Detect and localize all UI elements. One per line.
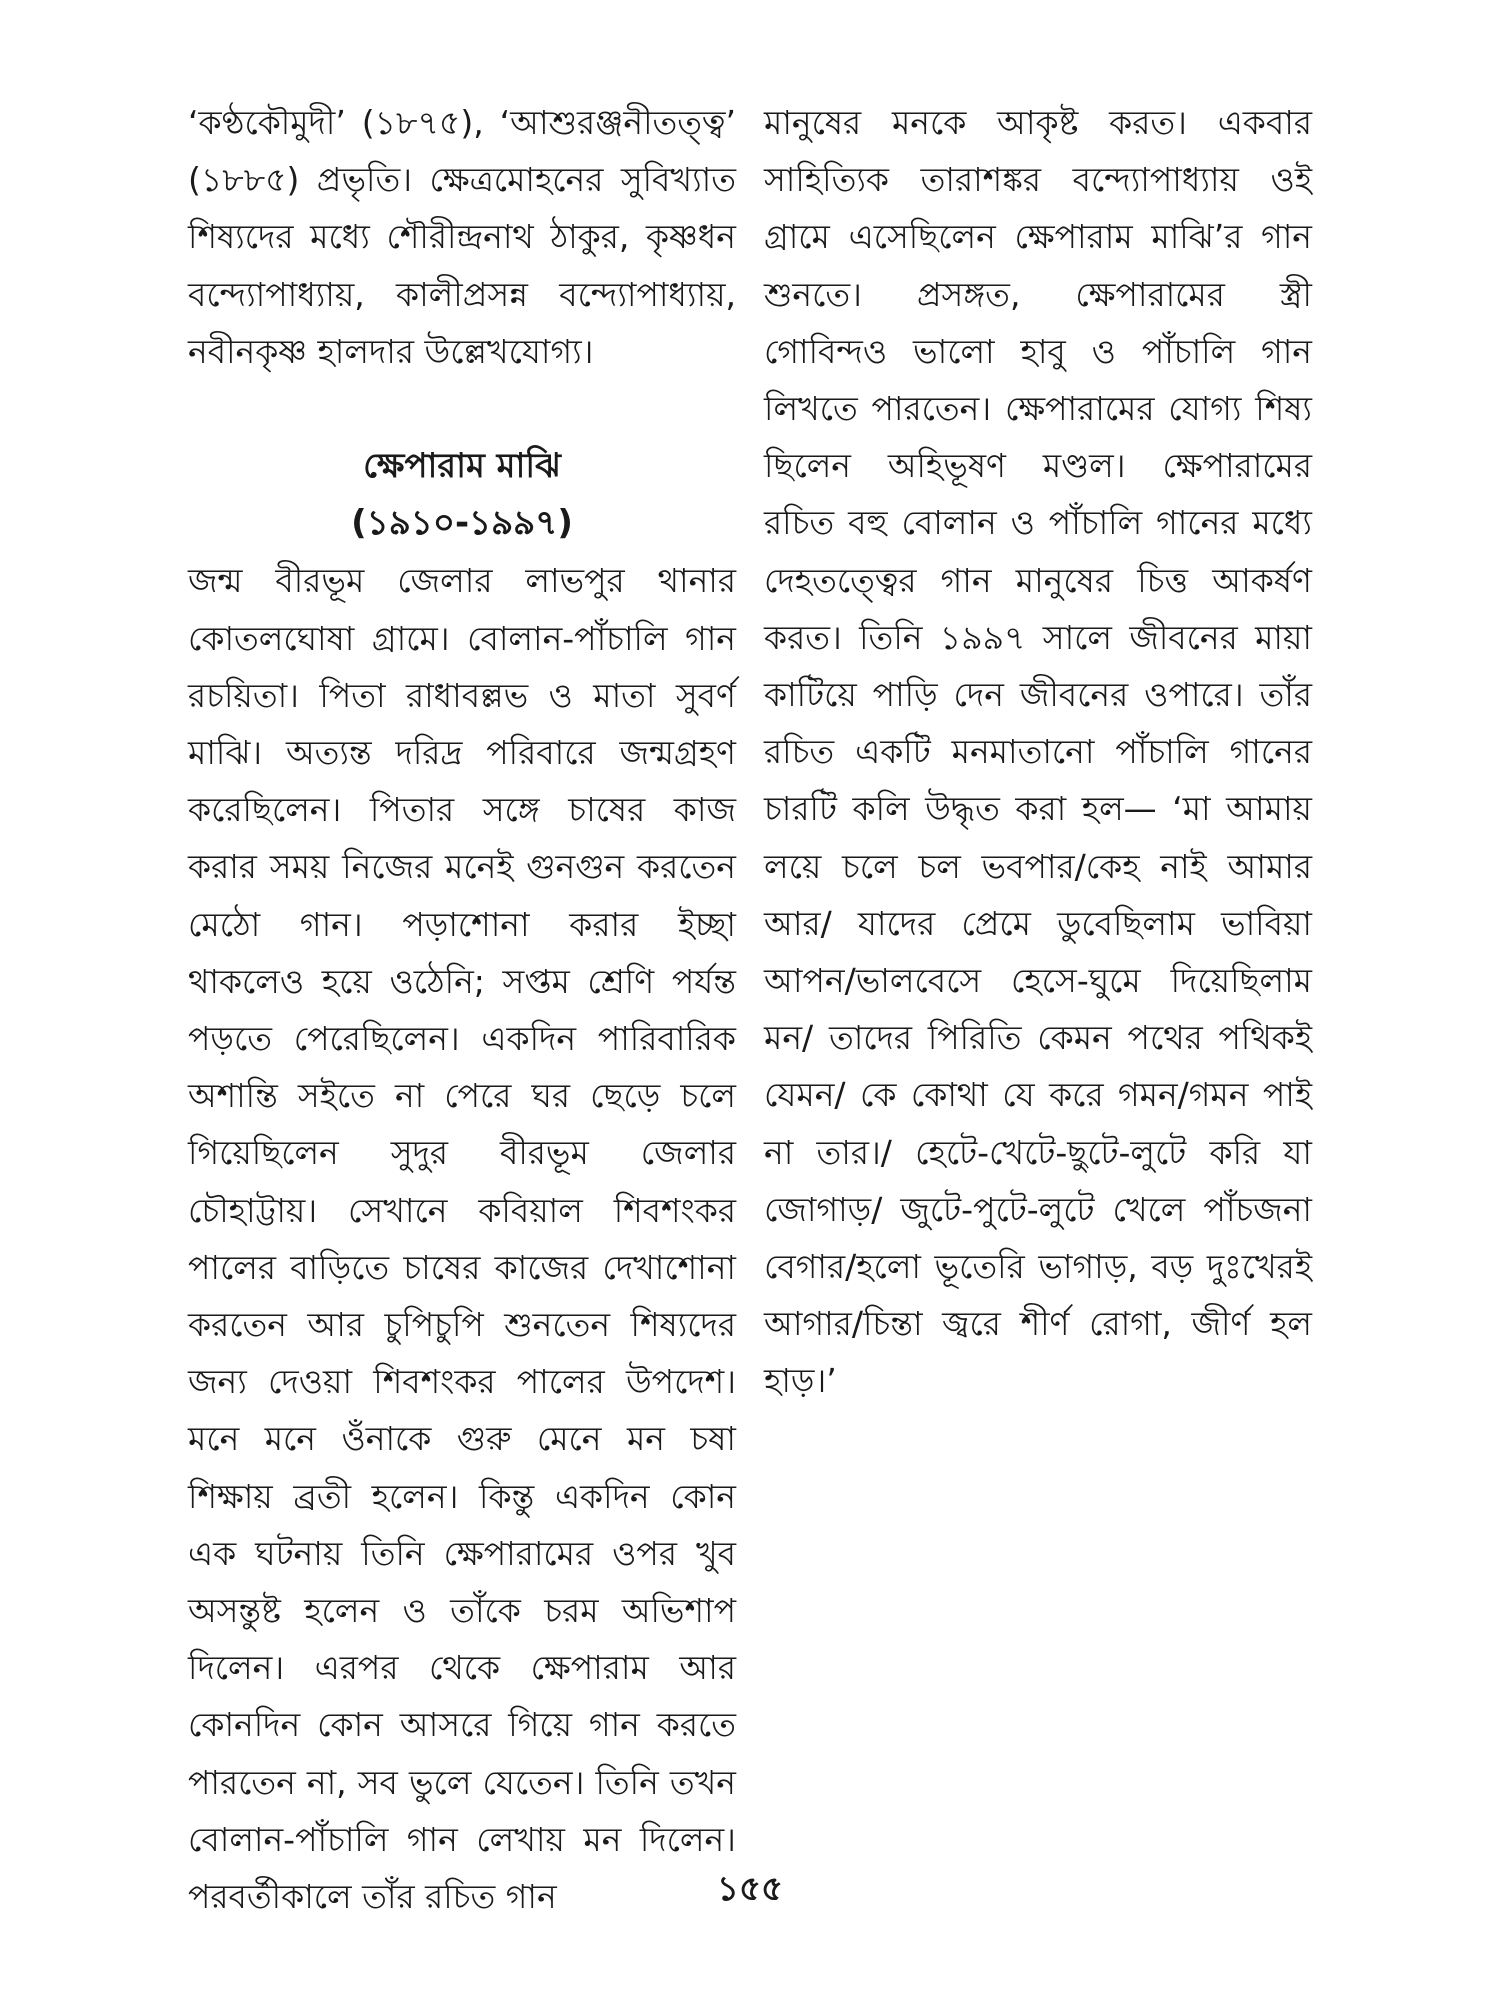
right-column bbox=[764, 94, 1312, 1410]
section-spacer bbox=[188, 380, 736, 438]
intro-paragraph: ‘কণ্ঠকৌমুদী’ (১৮৭৫), ‘আশুরঞ্জনীতত্ত্ব’ (১৮৮৫) প্রভৃতি। ক্ষেত্রমোহনের সুবিখ্যাত শিষ্যদের মধ্যে শৌরীন্দ্রনাথ ঠাকুর, কৃষ্ণধন বন্দ্যোপাধ্যায়, কালীপ্রসন্ন বন্দ্যোপাধ্যায়, নবীনকৃষ্ণ হালদার উল্লেখযোগ্য। bbox=[188, 103, 736, 371]
body-paragraph: জন্ম বীরভূম জেলার লাভপুর থানার কোতলঘোষা গ্রামে। বোলান-পাঁচালি গান রচয়িতা। পিতা রাধাবল্লভ ও মাতা সুবর্ণ মাঝি। অত্যন্ত দরিদ্র পরিবারে জন্মগ্রহণ করেছিলেন। পিতার সঙ্গে চাষের কাজ করার সময় নিজের মনেই গুনগুন করতেন মেঠো গান। পড়াশোনা করার ইচ্ছা থাকলেও হয়ে ওঠেনি; সপ্তম শ্রেণি পর্যন্ত পড়তে পেরেছিলেন। একদিন পারিবারিক অশান্তি সইতে না পেরে ঘর ছেড়ে চলে গিয়েছিলেন সুদুর বীরভূম জেলার চৌহাট্টায়। সেখানে কবিয়াল শিবশংকর পালের বাড়িতে চাষের কাজের দেখাশোনা করতেন আর চুপিচুপি শুনতেন শিষ্যদের জন্য দেওয়া শিবশংকর পালের উপদেশ। মনে মনে ওঁনাকে গুরু মেনে মন চষা শিক্ষায় ব্রতী হলেন। কিন্তু একদিন কোন এক ঘটনায় তিনি ক্ষেপারামের ওপর খুব অসন্তুষ্ট হলেন ও তাঁকে চরম অভিশাপ দিলেন। এরপর থেকে ক্ষেপারাম আর কোনদিন কোন আসরে গিয়ে গান করতে পারতেন না, সব ভুলে যেতেন। তিনি তখন বোলান-পাঁচালি গান লেখায় মন দিলেন। পরবর্তীকালে তাঁর রচিত গান bbox=[188, 561, 736, 1917]
right-paragraph: মানুষের মনকে আকৃষ্ট করত। একবার সাহিত্যিক তারাশঙ্কর বন্দ্যোপাধ্যায় ওই গ্রামে এসেছিলেন ক্ষেপারাম মাঝি’র গান শুনতে। প্রসঙ্গত, ক্ষেপারামের স্ত্রী গোবিন্দও ভালো হাবু ও পাঁচালি গান লিখতে পারতেন। ক্ষেপারামের যোগ্য শিষ্য ছিলেন অহিভূষণ মণ্ডল। ক্ষেপারামের রচিত বহু বোলান ও পাঁচালি গানের মধ্যে দেহতত্ত্বের গান মানুষের চিত্ত আকর্ষণ করত। তিনি ১৯৯৭ সালে জীবনের মায়া কাটিয়ে পাড়ি দেন জীবনের ওপারে। তাঁর রচিত একটি মনমাতানো পাঁচালি গানের চারটি কলি উদ্ধৃত করা হল— ‘মা আমায় লয়ে চলে চল ভবপার/কেহ নাই আমার আর/ যাদের প্রেমে ডুবেছিলাম ভাবিয়া আপন/ভালবেসে হেসে-ঘুমে দিয়েছিলাম মন/ তাদের পিরিতি কেমন পথের পথিকই যেমন/ কে কোথা যে করে গমন/গমন পাই না তার।/ হেটে-খেটে-ছুটে-লুটে করি যা জোগাড়/ জুটে-পুটে-লুটে খেলে পাঁচজনা বেগার/হলো ভূতেরি ভাগাড়, বড় দুঃখেরই আগার/চিন্তা জ্বরে শীর্ণ রোগা, জীর্ণ হল হাড়।’ bbox=[764, 103, 1312, 1401]
left-column bbox=[188, 94, 736, 1925]
section-years: (১৯১০-১৯৯৭) bbox=[351, 503, 573, 544]
page-number: ১৫৫ bbox=[716, 1869, 784, 1909]
section-title: ক্ষেপারাম মাঝি bbox=[363, 446, 561, 487]
